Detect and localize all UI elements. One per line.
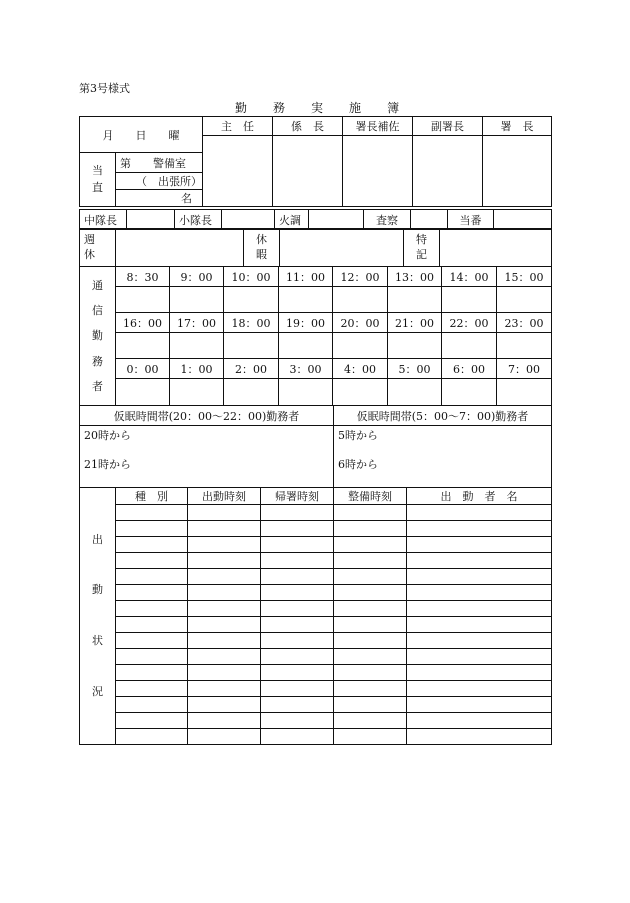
dispatch-cell[interactable] bbox=[334, 505, 407, 521]
stamp-box-assistant-director[interactable] bbox=[343, 136, 413, 207]
time-slot-label: 9：00 bbox=[170, 267, 224, 287]
dispatch-cell[interactable] bbox=[116, 553, 188, 569]
time-slot-field[interactable] bbox=[497, 379, 552, 406]
dispatch-status-label bbox=[80, 488, 116, 745]
title-char: 務 bbox=[273, 101, 286, 115]
duty-office-line[interactable]: 第 警備室 bbox=[116, 153, 203, 173]
dispatch-header-type: 種 別 bbox=[116, 488, 188, 505]
title-char: 勤 bbox=[235, 101, 248, 115]
dispatch-cell[interactable] bbox=[261, 585, 334, 601]
vacation-text: 休暇 bbox=[256, 233, 267, 261]
dispatch-cell[interactable] bbox=[188, 537, 261, 553]
dispatch-cell[interactable] bbox=[334, 585, 407, 601]
time-slot-field[interactable] bbox=[388, 379, 442, 406]
title-char: 施 bbox=[349, 101, 362, 115]
time-slot-label: 3：00 bbox=[279, 359, 333, 379]
dispatch-cell[interactable] bbox=[334, 649, 407, 665]
dispatch-header-departure-time: 出動時刻 bbox=[188, 488, 261, 505]
time-slot-label: 7：00 bbox=[497, 359, 552, 379]
dispatch-cell[interactable] bbox=[261, 601, 334, 617]
dispatch-header-return-time: 帰署時刻 bbox=[261, 488, 334, 505]
time-slot-field[interactable] bbox=[224, 379, 279, 406]
dispatch-cell[interactable] bbox=[261, 537, 334, 553]
dispatch-cell[interactable] bbox=[407, 633, 552, 649]
dispatch-cell[interactable] bbox=[188, 729, 261, 745]
time-slot-label: 13：00 bbox=[388, 267, 442, 287]
dispatch-cell[interactable] bbox=[334, 601, 407, 617]
time-slot-field[interactable] bbox=[279, 287, 333, 313]
time-slot-field[interactable] bbox=[116, 287, 170, 313]
dispatch-cell[interactable] bbox=[334, 537, 407, 553]
dispatch-table bbox=[79, 487, 552, 745]
leave-table bbox=[79, 228, 552, 267]
role-chief: 主 任 bbox=[203, 117, 273, 136]
vacation-label bbox=[244, 229, 280, 267]
fire-investigation-field[interactable] bbox=[309, 210, 364, 230]
dispatch-cell[interactable] bbox=[261, 729, 334, 745]
dispatch-cell[interactable] bbox=[334, 633, 407, 649]
dispatch-cell[interactable] bbox=[407, 537, 552, 553]
squad-leader-label: 中隊長 bbox=[80, 210, 127, 230]
dispatch-cell[interactable] bbox=[261, 649, 334, 665]
dispatch-cell[interactable] bbox=[334, 665, 407, 681]
nap-right-entries[interactable] bbox=[334, 426, 552, 488]
dispatch-cell[interactable] bbox=[116, 681, 188, 697]
time-slot-label: 18：00 bbox=[224, 313, 279, 333]
comm-duty-label-text: 通信勤務者 bbox=[92, 278, 103, 393]
special-notes-label bbox=[404, 229, 440, 267]
role-director: 署 長 bbox=[483, 117, 552, 136]
time-slot-field[interactable] bbox=[497, 333, 552, 359]
nap-right-line-1: 5時から bbox=[338, 429, 378, 442]
dispatch-cell[interactable] bbox=[407, 553, 552, 569]
dispatch-cell[interactable] bbox=[116, 537, 188, 553]
nap-left-entries[interactable] bbox=[80, 426, 334, 488]
nap-left-line-2: 21時から bbox=[84, 458, 131, 471]
dispatch-cell[interactable] bbox=[407, 681, 552, 697]
special-notes-text: 特記 bbox=[416, 233, 427, 261]
dispatch-cell[interactable] bbox=[261, 713, 334, 729]
stamp-box-chief[interactable] bbox=[203, 136, 273, 207]
time-slot-field[interactable] bbox=[388, 333, 442, 359]
time-slot-label: 16：00 bbox=[116, 313, 170, 333]
role-deputy-director: 副署長 bbox=[413, 117, 483, 136]
role-section-head: 係 長 bbox=[273, 117, 343, 136]
time-slot-label: 15：00 bbox=[497, 267, 552, 287]
dispatch-cell[interactable] bbox=[407, 569, 552, 585]
time-slot-field[interactable] bbox=[333, 333, 388, 359]
inspection-field[interactable] bbox=[411, 210, 448, 230]
time-slot-field[interactable] bbox=[116, 379, 170, 406]
time-slot-label: 14：00 bbox=[442, 267, 497, 287]
dispatch-cell[interactable] bbox=[261, 697, 334, 713]
dispatch-cell[interactable] bbox=[334, 681, 407, 697]
comm-duty-table bbox=[79, 266, 552, 406]
dispatch-header-maintenance-time: 整備時刻 bbox=[334, 488, 407, 505]
duty-count-line[interactable]: 名 bbox=[116, 190, 203, 207]
time-slot-field[interactable] bbox=[442, 287, 497, 313]
title-char: 簿 bbox=[387, 101, 400, 115]
time-slot-label: 20：00 bbox=[333, 313, 388, 333]
dispatch-cell[interactable] bbox=[261, 521, 334, 537]
duty-branch-line[interactable]: （ 出張所） bbox=[116, 173, 203, 190]
nap-left-title: 仮眠時間帯(20：00～22：00)勤務者 bbox=[80, 406, 334, 426]
dispatch-cell[interactable] bbox=[261, 681, 334, 697]
dispatch-cell[interactable] bbox=[407, 713, 552, 729]
weekly-off-text: 週休 bbox=[84, 233, 95, 261]
duty-label-text: 当直 bbox=[92, 164, 103, 194]
dispatch-cell[interactable] bbox=[116, 521, 188, 537]
special-notes-field[interactable] bbox=[440, 229, 552, 267]
time-slot-label: 23：00 bbox=[497, 313, 552, 333]
dispatch-cell[interactable] bbox=[261, 553, 334, 569]
dispatch-cell[interactable] bbox=[188, 585, 261, 601]
weekly-off-field[interactable] bbox=[116, 229, 244, 267]
dispatch-status-label-text: 出動状況 bbox=[92, 532, 103, 698]
inspection-label: 査察 bbox=[364, 210, 411, 230]
dispatch-cell[interactable] bbox=[407, 729, 552, 745]
dispatch-cell[interactable] bbox=[188, 665, 261, 681]
dispatch-header-personnel-names: 出 動 者 名 bbox=[407, 488, 552, 505]
on-duty-field[interactable] bbox=[494, 210, 552, 230]
dispatch-cell[interactable] bbox=[116, 601, 188, 617]
nap-left-line-1: 20時から bbox=[84, 429, 131, 442]
dispatch-cell[interactable] bbox=[407, 617, 552, 633]
time-slot-field[interactable] bbox=[333, 287, 388, 313]
dispatch-cell[interactable] bbox=[261, 505, 334, 521]
time-slot-field[interactable] bbox=[170, 379, 224, 406]
dispatch-cell[interactable] bbox=[188, 713, 261, 729]
dispatch-cell[interactable] bbox=[116, 633, 188, 649]
time-slot-field[interactable] bbox=[170, 333, 224, 359]
dispatch-cell[interactable] bbox=[188, 617, 261, 633]
time-slot-field[interactable] bbox=[497, 287, 552, 313]
time-slot-label: 22：00 bbox=[442, 313, 497, 333]
stamp-box-section-head[interactable] bbox=[273, 136, 343, 207]
time-slot-field[interactable] bbox=[279, 379, 333, 406]
dispatch-cell[interactable] bbox=[334, 617, 407, 633]
nap-right-line-2: 6時から bbox=[338, 458, 378, 471]
time-slot-label: 8：30 bbox=[116, 267, 170, 287]
dispatch-cell[interactable] bbox=[116, 569, 188, 585]
dispatch-cell[interactable] bbox=[334, 729, 407, 745]
dispatch-cell[interactable] bbox=[261, 617, 334, 633]
on-duty-label: 当番 bbox=[448, 210, 494, 230]
time-slot-field[interactable] bbox=[279, 333, 333, 359]
dispatch-cell[interactable] bbox=[188, 601, 261, 617]
nap-right-title: 仮眠時間帯(5：00～7：00)勤務者 bbox=[334, 406, 552, 426]
dispatch-cell[interactable] bbox=[334, 569, 407, 585]
time-slot-label: 10：00 bbox=[224, 267, 279, 287]
time-slot-label: 5：00 bbox=[388, 359, 442, 379]
dispatch-cell[interactable] bbox=[116, 697, 188, 713]
duty-label bbox=[80, 153, 116, 207]
platoon-leader-label: 小隊長 bbox=[175, 210, 222, 230]
comm-duty-label bbox=[80, 267, 116, 406]
time-slot-label: 12：00 bbox=[333, 267, 388, 287]
time-slot-field[interactable] bbox=[224, 333, 279, 359]
vacation-field[interactable] bbox=[280, 229, 404, 267]
role-assistant-director: 署長補佐 bbox=[343, 117, 413, 136]
title-char: 実 bbox=[311, 101, 324, 115]
form-number-label: 第3号様式 bbox=[79, 82, 130, 95]
time-slot-label: 4：00 bbox=[333, 359, 388, 379]
dispatch-cell[interactable] bbox=[116, 729, 188, 745]
time-slot-label: 17：00 bbox=[170, 313, 224, 333]
weekly-off-label bbox=[80, 229, 116, 267]
dispatch-cell[interactable] bbox=[334, 713, 407, 729]
date-label: 月 日 曜 bbox=[80, 117, 203, 153]
dispatch-cell[interactable] bbox=[407, 505, 552, 521]
fire-investigation-label: 火調 bbox=[275, 210, 309, 230]
time-slot-label: 6：00 bbox=[442, 359, 497, 379]
time-slot-label: 19：00 bbox=[279, 313, 333, 333]
dispatch-cell[interactable] bbox=[188, 553, 261, 569]
time-slot-field[interactable] bbox=[333, 379, 388, 406]
dispatch-cell[interactable] bbox=[407, 697, 552, 713]
time-slot-field[interactable] bbox=[224, 287, 279, 313]
dispatch-cell[interactable] bbox=[334, 521, 407, 537]
time-slot-label: 1：00 bbox=[170, 359, 224, 379]
dispatch-cell[interactable] bbox=[261, 569, 334, 585]
dispatch-cell[interactable] bbox=[116, 649, 188, 665]
stamp-box-deputy-director[interactable] bbox=[413, 136, 483, 207]
dispatch-cell[interactable] bbox=[334, 553, 407, 569]
time-slot-label: 21：00 bbox=[388, 313, 442, 333]
dispatch-cell[interactable] bbox=[116, 617, 188, 633]
dispatch-cell[interactable] bbox=[188, 569, 261, 585]
dispatch-cell[interactable] bbox=[334, 697, 407, 713]
time-slot-label: 11：00 bbox=[279, 267, 333, 287]
platoon-leader-field[interactable] bbox=[222, 210, 275, 230]
dispatch-cell[interactable] bbox=[407, 585, 552, 601]
staff-table bbox=[79, 209, 552, 230]
time-slot-field[interactable] bbox=[388, 287, 442, 313]
squad-leader-field[interactable] bbox=[127, 210, 175, 230]
dispatch-cell[interactable] bbox=[116, 585, 188, 601]
dispatch-cell[interactable] bbox=[261, 633, 334, 649]
nap-duty-table bbox=[79, 405, 552, 488]
dispatch-cell[interactable] bbox=[261, 665, 334, 681]
header-table bbox=[79, 116, 552, 207]
dispatch-cell[interactable] bbox=[116, 665, 188, 681]
dispatch-cell[interactable] bbox=[407, 521, 552, 537]
dispatch-cell[interactable] bbox=[116, 505, 188, 521]
time-slot-field[interactable] bbox=[442, 333, 497, 359]
dispatch-cell[interactable] bbox=[407, 665, 552, 681]
dispatch-cell[interactable] bbox=[188, 505, 261, 521]
time-slot-label: 2：00 bbox=[224, 359, 279, 379]
document-title bbox=[235, 99, 399, 116]
time-slot-label: 0：00 bbox=[116, 359, 170, 379]
time-slot-field[interactable] bbox=[116, 333, 170, 359]
time-slot-field[interactable] bbox=[170, 287, 224, 313]
dispatch-cell[interactable] bbox=[188, 649, 261, 665]
dispatch-cell[interactable] bbox=[188, 521, 261, 537]
dispatch-cell[interactable] bbox=[116, 713, 188, 729]
stamp-box-director[interactable] bbox=[483, 136, 552, 207]
dispatch-cell[interactable] bbox=[407, 649, 552, 665]
dispatch-cell[interactable] bbox=[188, 681, 261, 697]
dispatch-cell[interactable] bbox=[188, 633, 261, 649]
time-slot-field[interactable] bbox=[442, 379, 497, 406]
dispatch-cell[interactable] bbox=[407, 601, 552, 617]
dispatch-cell[interactable] bbox=[188, 697, 261, 713]
